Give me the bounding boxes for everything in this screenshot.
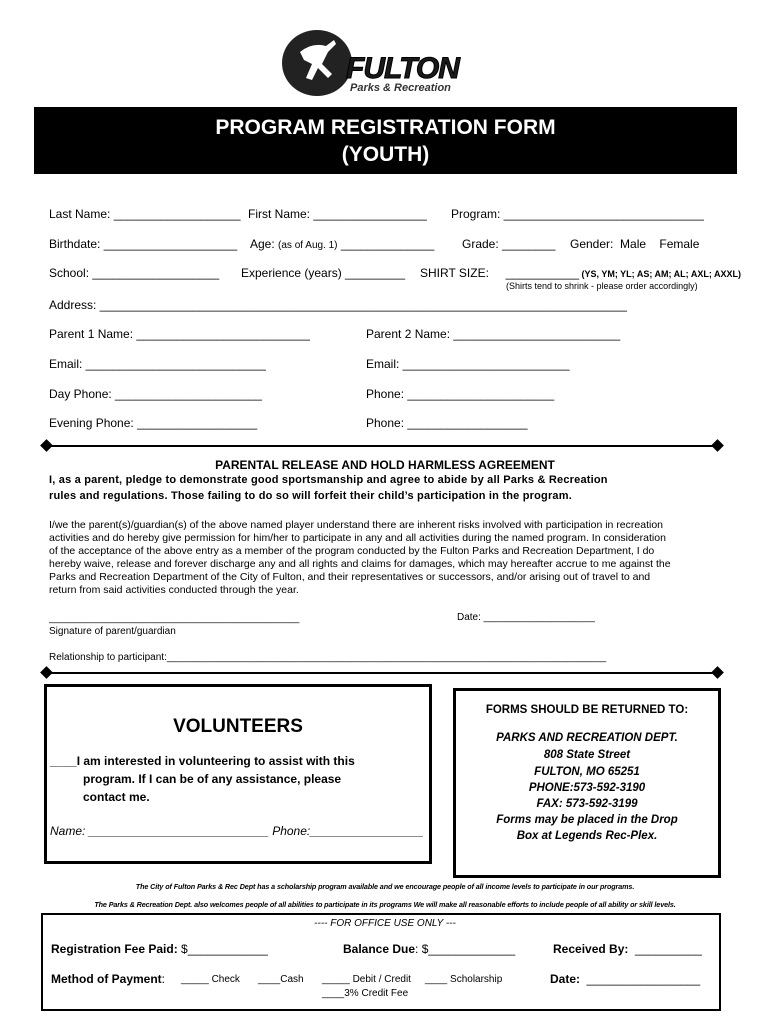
pledge-line-1: I, as a parent, pledge to demonstrate good sportsmanship and agree to abide by all Parks & Recreation (49, 474, 608, 486)
title-banner (34, 107, 737, 174)
grade-field[interactable]: Grade: ________ (462, 237, 556, 251)
shirt-size-field[interactable] (420, 266, 741, 280)
separator-line (46, 445, 720, 447)
received-by-label: Received By: (553, 942, 629, 956)
age-label: Age: (250, 237, 279, 251)
office-date-label: Date: (550, 972, 581, 986)
method-label: Method of Payment (51, 972, 162, 986)
agreement-text-4: hereby waive, release and forever discharge any and all rights and claims for damages, which may hereafter accrue to me against the (49, 558, 671, 570)
shirt-note: (Shirts tend to shrink - please order accordingly) (506, 281, 698, 291)
return-line-3: FULTON, MO 65251 (534, 766, 640, 778)
volunteer-text-3: contact me. (83, 790, 150, 804)
received-by-field[interactable] (553, 942, 702, 956)
parent1-name-field[interactable]: Parent 1 Name: __________________________ (49, 327, 310, 341)
return-title: FORMS SHOULD BE RETURNED TO: (485, 704, 689, 716)
check-option[interactable]: _____ Check (181, 974, 240, 985)
phone2-field[interactable]: Phone: ______________________ (366, 387, 555, 401)
agreement-text-3: of the acceptance of the above entry as a member of the program conducted by the Fulton Parks and Recreation Department, I do (49, 545, 655, 557)
agreement-text-2: activities and do hereby give permission for him/her to participate in any and all activities during the named program. In consideration (49, 532, 666, 544)
return-line-6: Forms may be placed in the Drop (496, 814, 678, 826)
logo-subtitle: Parks & Recreation (350, 82, 451, 94)
signature-label: Signature of parent/guardian (49, 626, 176, 637)
experience-field[interactable]: Experience (years) _________ (241, 266, 406, 280)
fee-paid-label: Registration Fee Paid: (51, 942, 178, 956)
title-line-2: (YOUTH) (341, 143, 430, 166)
agreement-text-5: Parks and Recreation Department of the City of Fulton, and their representatives or successors, and/or arising out of travel to and (49, 571, 651, 583)
separator-line (46, 672, 720, 674)
return-fax: FAX: 573-592-3199 (536, 798, 638, 810)
office-title: ---- FOR OFFICE USE ONLY --- (314, 918, 456, 929)
date-field[interactable]: Date: ____________________ (457, 612, 595, 623)
method-colon: : (161, 972, 166, 986)
balance-due-line: : $_____________ (415, 942, 516, 956)
pledge-line-2: rules and regulations. Those failing to do so will forfeit their child’s participation in the program. (49, 490, 572, 502)
last-name-field[interactable]: Last Name: ___________________ (49, 207, 241, 221)
age-line: ______________ (337, 237, 435, 251)
balance-due-field[interactable] (343, 942, 515, 956)
cash-option[interactable]: ____Cash (258, 974, 304, 985)
fee-paid-line: $____________ (177, 942, 268, 956)
evening-phone-field[interactable]: Evening Phone: __________________ (49, 416, 258, 430)
balance-due-label: Balance Due (343, 942, 416, 956)
program-field[interactable]: Program: ______________________________ (451, 207, 704, 221)
address-field[interactable]: Address: _______________________________________________________________________________ (49, 298, 627, 312)
abilities-note: The Parks & Recreation Dept. also welcomes people of all abilities to participate in its programs We will make all reasonable efforts to include people of all ability or skill levels. (94, 900, 676, 909)
signature-line[interactable]: _____________________________________________ (49, 613, 300, 624)
agreement-title: PARENTAL RELEASE AND HOLD HARMLESS AGREEMENT (215, 458, 555, 472)
office-date-line: _________________ (580, 972, 701, 986)
age-note: (as of Aug. 1) (278, 240, 338, 251)
return-line-2: 808 State Street (543, 749, 631, 761)
return-line-7: Box at Legends Rec-Plex. (516, 830, 658, 842)
return-line-1: PARKS AND RECREATION DEPT. (496, 732, 678, 744)
volunteer-text-2: program. If I can be of any assistance, please (83, 772, 342, 786)
relationship-field[interactable]: Relationship to participant:_______________________________________________________________________________ (49, 652, 607, 663)
debit-credit-option[interactable]: _____ Debit / Credit (322, 974, 411, 985)
birthdate-field[interactable]: Birthdate: ____________________ (49, 237, 238, 251)
shirt-size-label: SHIRT SIZE: ___________ (420, 266, 579, 280)
method-of-payment (51, 972, 165, 986)
diamond-right (711, 439, 724, 452)
received-by-line: __________ (628, 942, 702, 956)
diamond-left (40, 439, 53, 452)
age-field[interactable] (250, 237, 434, 251)
title-line-1: PROGRAM REGISTRATION FORM (215, 116, 556, 139)
email1-field[interactable]: Email: ___________________________ (49, 357, 266, 371)
credit-fee-option[interactable]: ____3% Credit Fee (322, 988, 409, 999)
office-date-field[interactable] (550, 972, 700, 986)
shirt-sizes: (YS, YM; YL; AS; AM; AL; AXL; AXXL) (579, 269, 741, 279)
email2-field[interactable]: Email: _________________________ (366, 357, 570, 371)
agreement-text-1: I/we the parent(s)/guardian(s) of the above named player understand there are inherent risks involved with participation in recreation (49, 519, 664, 531)
agreement-text-6: return from said activities conducted through the year. (49, 584, 299, 596)
return-phone: PHONE:573-592-3190 (528, 782, 646, 794)
fulton-logo (282, 30, 497, 100)
gender-field[interactable]: Gender: Male Female (570, 237, 700, 251)
day-phone-field[interactable]: Day Phone: ______________________ (49, 387, 262, 401)
diamond-right (711, 666, 724, 679)
volunteers-title: VOLUNTEERS (173, 716, 303, 737)
first-name-field[interactable]: First Name: _________________ (248, 207, 427, 221)
parent2-name-field[interactable]: Parent 2 Name: _________________________ (366, 327, 621, 341)
scholarship-option[interactable]: ____ Scholarship (425, 974, 503, 985)
scholarship-note: The City of Fulton Parks & Rec Dept has a scholarship program available and we encourage people of all income levels to participate in our programs. (135, 882, 635, 891)
volunteer-name-phone-field[interactable]: Name: ___________________________ Phone:_________________ (50, 824, 424, 838)
runner-logo-icon (282, 30, 352, 96)
fee-paid-field[interactable] (51, 942, 268, 956)
school-field[interactable]: School: ___________________ (49, 266, 220, 280)
volunteer-checkbox-line[interactable]: ____I am interested in volunteering to assist with this (50, 754, 355, 768)
phone3-field[interactable]: Phone: __________________ (366, 416, 528, 430)
logo-name: FULTON (346, 52, 459, 85)
diamond-left (40, 666, 53, 679)
